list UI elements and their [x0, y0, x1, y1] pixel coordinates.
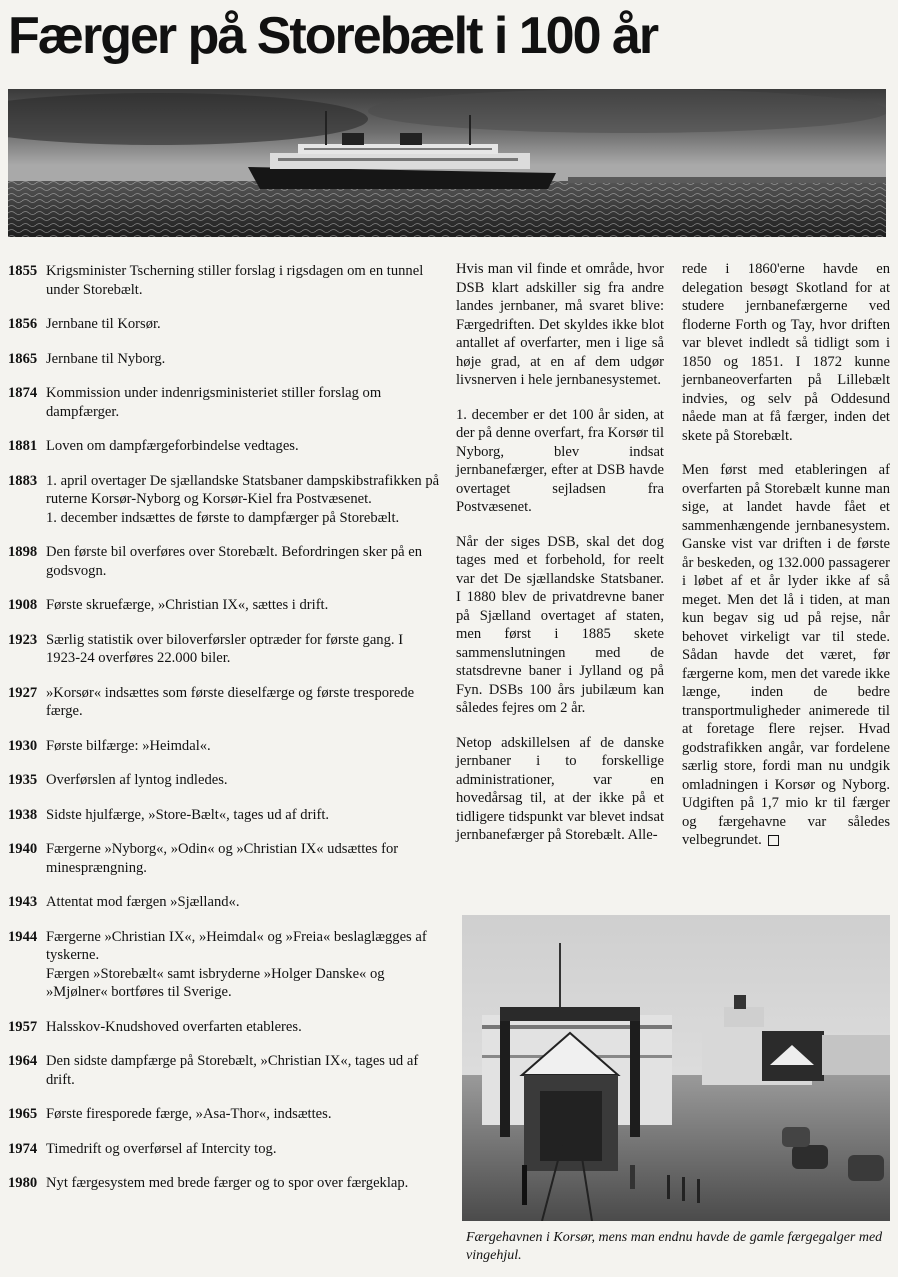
timeline-entry [8, 384, 440, 421]
timeline-text: Jernbane til Nyborg. [46, 350, 166, 367]
timeline-text: Attentat mod færgen »Sjælland«. [46, 894, 240, 910]
timeline-year: 1856 [8, 316, 38, 332]
timeline-year: 1940 [8, 841, 38, 857]
timeline-year: 1927 [8, 684, 38, 701]
timeline-year: 1944 [8, 928, 38, 945]
article-column-right [682, 260, 890, 866]
timeline-text: Krigsminister Tscherning stiller forslag i rigsdagen om en tunnel under Storebælt. [46, 263, 424, 298]
timeline-year: 1974 [8, 1140, 38, 1157]
timeline-entry [8, 631, 440, 668]
paragraph: Hvis man vil finde et område, hvor DSB klart adskiller sig fra andre landes jernbaner, må svaret blive: Færgedriften. Det skyldes ikke blot antallet af overfarter, men i lige så høje grad, at en af dem udgør livsnerven i hele jernbanesystemet. [456, 261, 664, 388]
timeline-entry [8, 543, 440, 580]
timeline-text: Overførslen af lyntog indledes. [46, 772, 228, 788]
timeline-year: 1898 [8, 544, 38, 560]
timeline-entry [8, 1105, 440, 1124]
timeline-year: 1874 [8, 385, 38, 401]
timeline-year: 1923 [8, 631, 38, 648]
ferry-harbour-korsor-photo [462, 915, 890, 1221]
timeline-text: Første bilfærge: »Heimdal«. [46, 737, 211, 754]
timeline [8, 262, 440, 1209]
headline: Færger på Storebælt i 100 år [8, 7, 658, 65]
timeline-text: Færgerne »Christian IX«, »Heimdal« og »Freia« beslaglægges af tyskerne. Færgen »Storebælt« samt isbryderne »Holger Danske« og »Mjølner« bortføres til Sverige. [46, 928, 427, 1000]
timeline-year: 1938 [8, 806, 38, 823]
timeline-entry [8, 737, 440, 756]
timeline-year: 1935 [8, 772, 38, 788]
timeline-year: 1855 [8, 263, 38, 279]
timeline-entry [8, 472, 440, 528]
timeline-text: 1. april overtager De sjællandske Statsbaner dampskibstrafikken på ruterne Korsør-Nyborg og Korsør-Kiel fra Postvæsenet. 1. december indsættes de første to dampfærger på Storebælt. [46, 472, 440, 526]
timeline-entry [8, 684, 440, 721]
timeline-entry [8, 893, 440, 912]
timeline-entry [8, 1052, 440, 1089]
photo-caption: Færgehavnen i Korsør, mens man endnu havde de gamle færgegalger med vingehjul. [466, 1230, 883, 1263]
end-of-article-square-icon [768, 835, 779, 846]
timeline-entry [8, 596, 440, 615]
timeline-year: 1881 [8, 438, 38, 454]
timeline-entry [8, 350, 440, 369]
timeline-entry [8, 1018, 440, 1037]
paragraph: Netop adskillelsen af de danske jernbaner i to forskellige administrationer, var en hovedårsag til, at der ikke på et tidligere tidspunkt var blevet indsat jernbanefærger på Storebælt. Alle- [456, 734, 664, 843]
ferry-at-sea-photo [8, 89, 886, 237]
timeline-year: 1865 [8, 350, 38, 367]
timeline-entry [8, 1174, 440, 1193]
timeline-year: 1943 [8, 894, 38, 910]
timeline-entry [8, 262, 440, 299]
timeline-text: »Korsør« indsættes som første dieselfærge og første tresporede færge. [46, 684, 415, 719]
timeline-text: Første firesporede færge, »Asa-Thor«, indsættes. [46, 1106, 332, 1122]
paragraph [682, 461, 890, 850]
timeline-text: Timedrift og overførsel af Intercity tog. [46, 1140, 277, 1157]
paragraph-text: Men først med etableringen af overfarten på Storebælt kunne man sige, at landet havde fået et sammenhængende jernbanesystem. Ganske vist var driften i de første år beskeden, og 132.000 passagerer i løbet af et år lyder ikke af så meget. Men det lå i tiden, at man kun begav sig ud på rejse, når behovet virkeligt var til stede. Sådan havde det været, før færgerne kom, men det varede ikke længe, inden de bedre transportmuligheder animerede til at foretage flere rejser. Hvad godstrafikken angår, var fordelene særlig store, fordi man nu undgik omladningen i Korsør og Nyborg. Udgiften på 1,7 mio kr til færger og færgehavne var således velbegrundet. [682, 462, 890, 848]
timeline-text: Særlig statistik over biloverførsler optræder for første gang. I 1923-24 overføres 22.000 biler. [46, 631, 404, 666]
timeline-entry [8, 315, 440, 334]
paragraph: Når der siges DSB, skal det dog tages med et forbehold, for reelt var det De sjællandske Statsbaner. I 1880 blev de privatdrevne baner på Sjælland overtaget af staten, men først i 1885 skete sammenslutningen med de statsdrevne baner i Jylland og på Fyn. DSBs 100 års jubilæum kan således fejres om 2 år. [456, 533, 664, 716]
timeline-year: 1930 [8, 737, 38, 754]
timeline-text: Den første bil overføres over Storebælt. Befordringen sker på en godsvogn. [46, 544, 423, 579]
timeline-text: Loven om dampfærgeforbindelse vedtages. [46, 438, 299, 454]
timeline-year: 1908 [8, 597, 38, 613]
timeline-text: Nyt færgesystem med brede færger og to spor over færgeklap. [46, 1175, 409, 1191]
timeline-entry [8, 840, 440, 877]
timeline-entry [8, 1140, 440, 1159]
timeline-year: 1883 [8, 472, 38, 489]
timeline-text: Jernbane til Korsør. [46, 316, 161, 332]
timeline-text: Færgerne »Nyborg«, »Odin« og »Christian IX« udsættes for minesprængning. [46, 841, 399, 876]
article-column-middle [456, 260, 664, 861]
paragraph: rede i 1860'erne havde en delegation besøgt Skotland for at studere jernbanefærgerne ved floderne Forth og Tay, hvor driften var blevet indledt så tidligt som i 1850 og 1851. I 1872 kunne jernbaneoverfarten på Lillebælt indvies, og selv på Oddesund nåede man at få færger, inden det skete på Storebælt. [682, 261, 890, 444]
timeline-year: 1980 [8, 1175, 38, 1191]
timeline-entry [8, 928, 440, 1002]
timeline-year: 1965 [8, 1106, 38, 1122]
timeline-year: 1957 [8, 1018, 38, 1035]
timeline-entry [8, 771, 440, 790]
timeline-text: Kommission under indenrigsministeriet stiller forslag om dampfærger. [46, 385, 382, 420]
paragraph: 1. december er det 100 år siden, at der på denne overfart, fra Korsør til Nyborg, blev indsat jernbanefærger, efter at DSB havde overtaget sejladsen fra Postvæsenet. [456, 406, 664, 515]
timeline-entry [8, 437, 440, 456]
timeline-text: Den sidste dampfærge på Storebælt, »Christian IX«, tages ud af drift. [46, 1053, 419, 1088]
timeline-year: 1964 [8, 1053, 38, 1069]
timeline-text: Halsskov-Knudshoved overfarten etableres. [46, 1018, 302, 1035]
timeline-text: Første skruefærge, »Christian IX«, sættes i drift. [46, 597, 329, 613]
timeline-text: Sidste hjulfærge, »Store-Bælt«, tages ud af drift. [46, 806, 330, 823]
timeline-entry [8, 806, 440, 825]
